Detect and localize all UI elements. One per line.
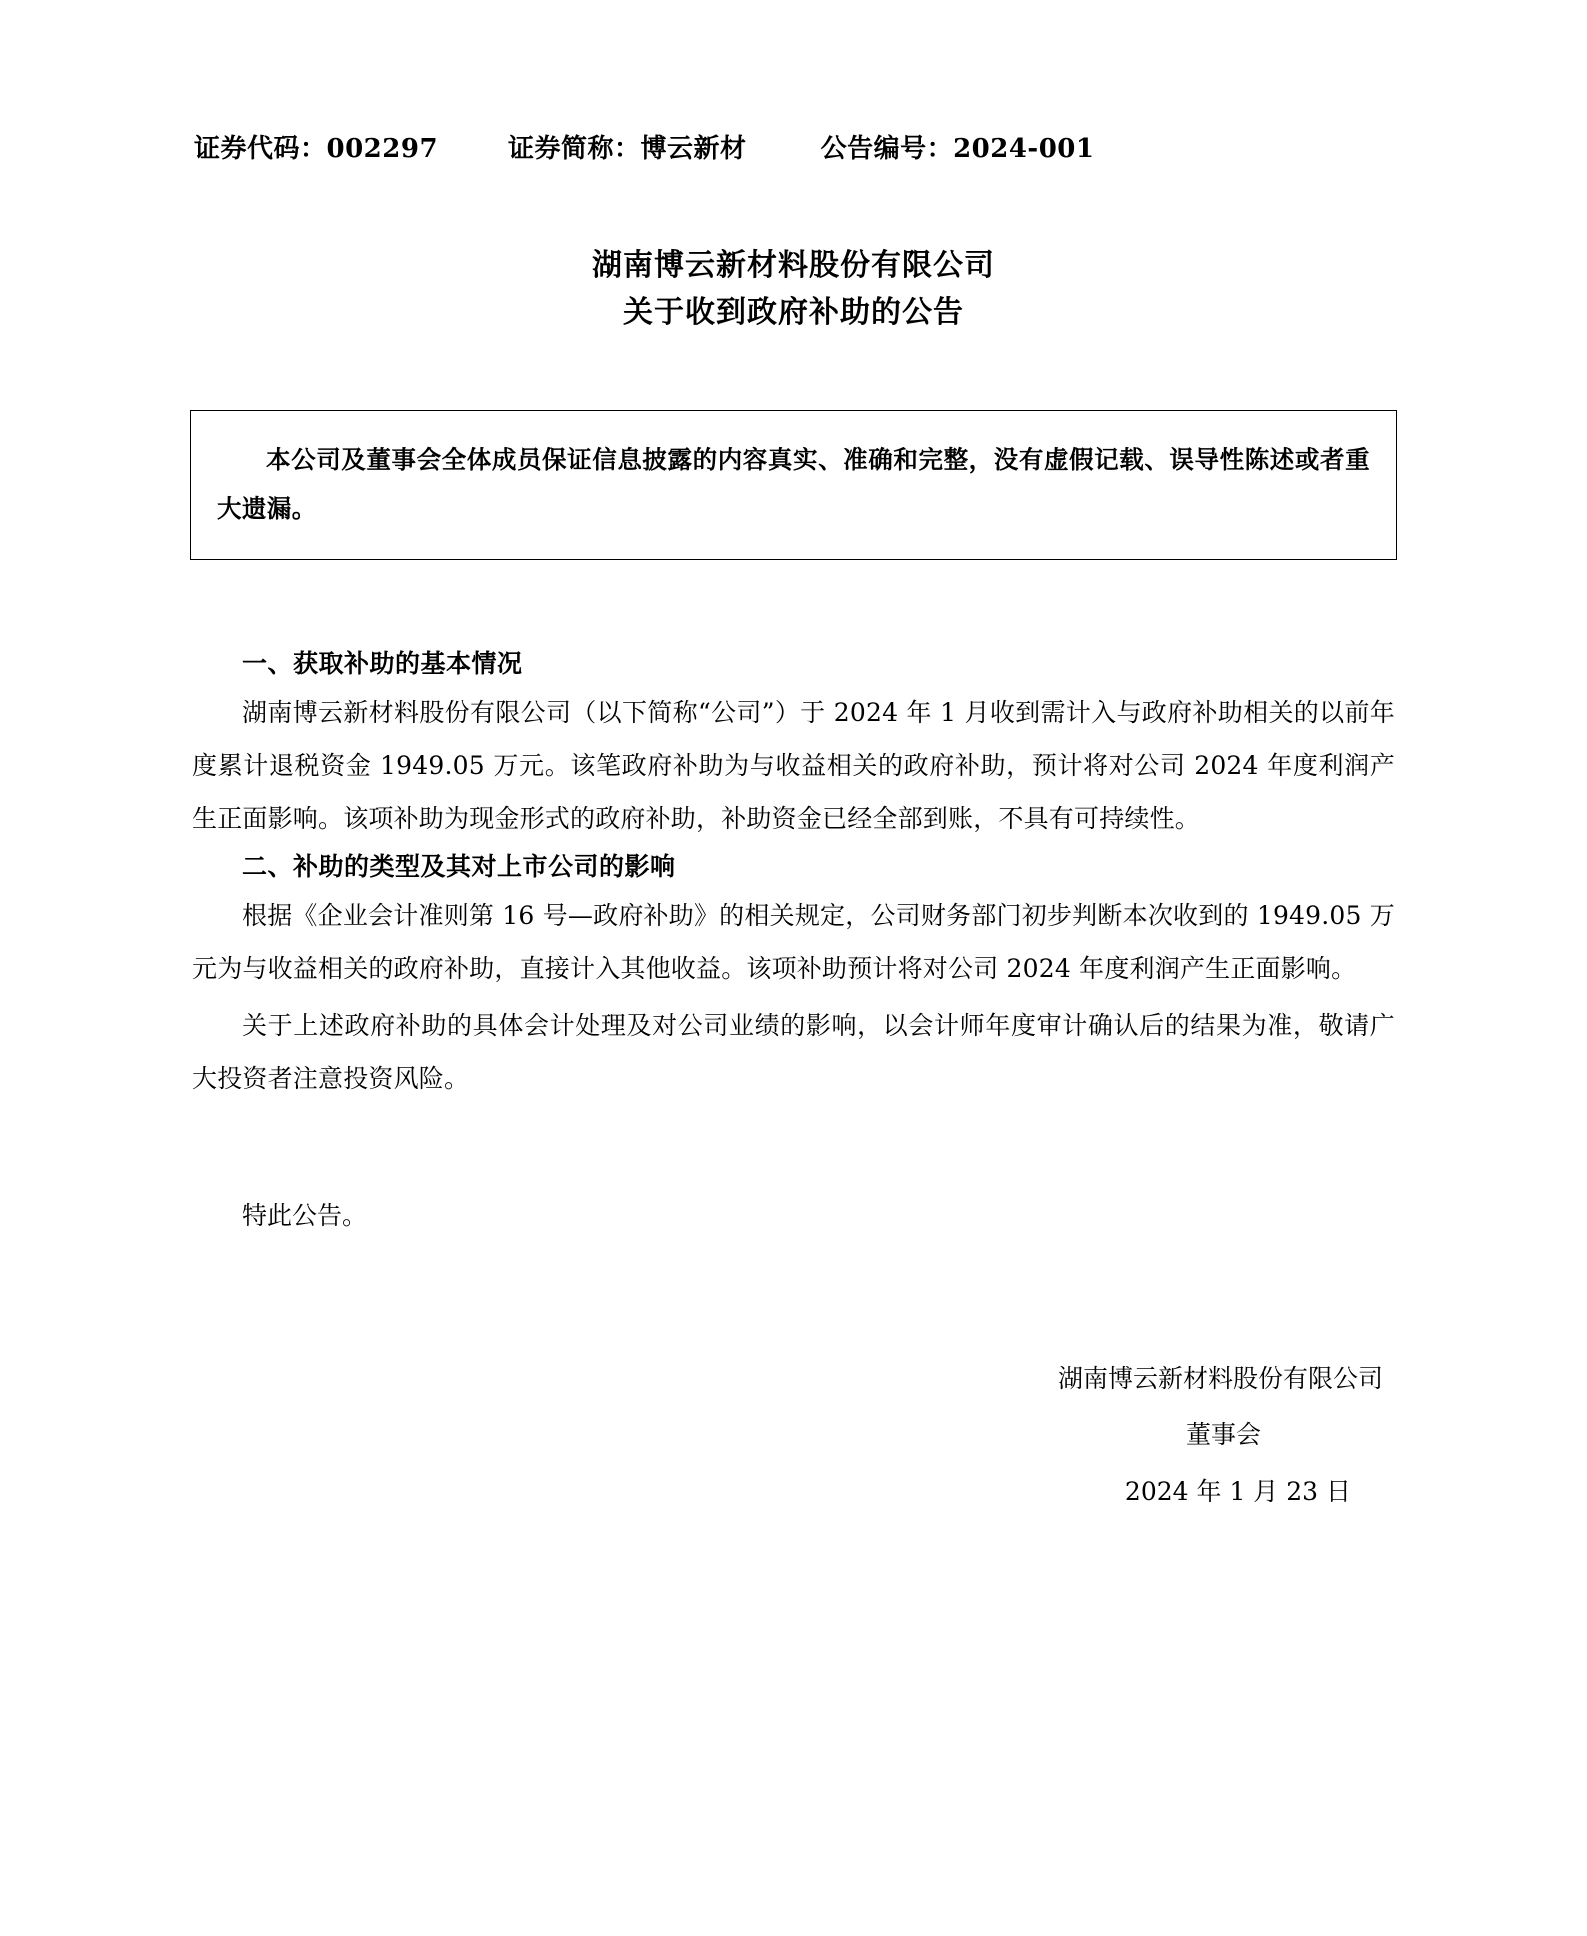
closing-notice: 特此公告。	[242, 1201, 368, 1230]
document-body	[184, 644, 1403, 1241]
section-heading-1: 一、获取补助的基本情况	[242, 649, 523, 678]
signature-organization: 湖南博云新材料股份有限公司	[1057, 1364, 1383, 1393]
section-heading-2: 二、补助的类型及其对上市公司的影响	[242, 852, 676, 881]
disclaimer-text: 本公司及董事会全体成员保证信息披露的内容真实、准确和完整，没有虚假记载、误导性陈述或者重大遗漏。	[217, 445, 1370, 523]
announcement-number: 公告编号：2024-001	[820, 134, 1095, 164]
signature-board: 董事会	[1185, 1420, 1261, 1450]
section-2-paragraph-2: 关于上述政府补助的具体会计处理及对公司业绩的影响，以会计师年度审计确认后的结果为准，敬请广大投资者注意投资风险。	[192, 1011, 1395, 1093]
section-2-paragraph-1: 根据《企业会计准则第 16 号—政府补助》的相关规定，公司财务部门初步判断本次收到的 1949.05 万元为与收益相关的政府补助，直接计入其他收益。该项补助预计将对公司 2024 年度利润产生正面影响。	[192, 901, 1395, 983]
signature-block	[184, 1351, 1403, 1520]
page-title	[184, 243, 1403, 336]
disclaimer-box	[190, 410, 1397, 560]
security-code: 证券代码：002297	[194, 134, 439, 164]
security-short-name: 证券简称：博云新材	[508, 134, 747, 164]
document-header	[184, 128, 1403, 165]
section-1-paragraph-1: 湖南博云新材料股份有限公司（以下简称“公司”）于 2024 年 1 月收到需计入与政府补助相关的以前年度累计退税资金 1949.05 万元。该笔政府补助为与收益相关的政府补助，预计将对公司 2024 年度利润产生正面影响。该项补助为现金形式的政府补助，补助资金已经全部到账，不具有可持续性。	[192, 698, 1395, 833]
signature-date: 2024 年 1 月 23 日	[1124, 1476, 1351, 1506]
page-title-line1: 湖南博云新材料股份有限公司	[592, 248, 995, 283]
page-title-line2: 关于收到政府补助的公告	[623, 294, 964, 330]
